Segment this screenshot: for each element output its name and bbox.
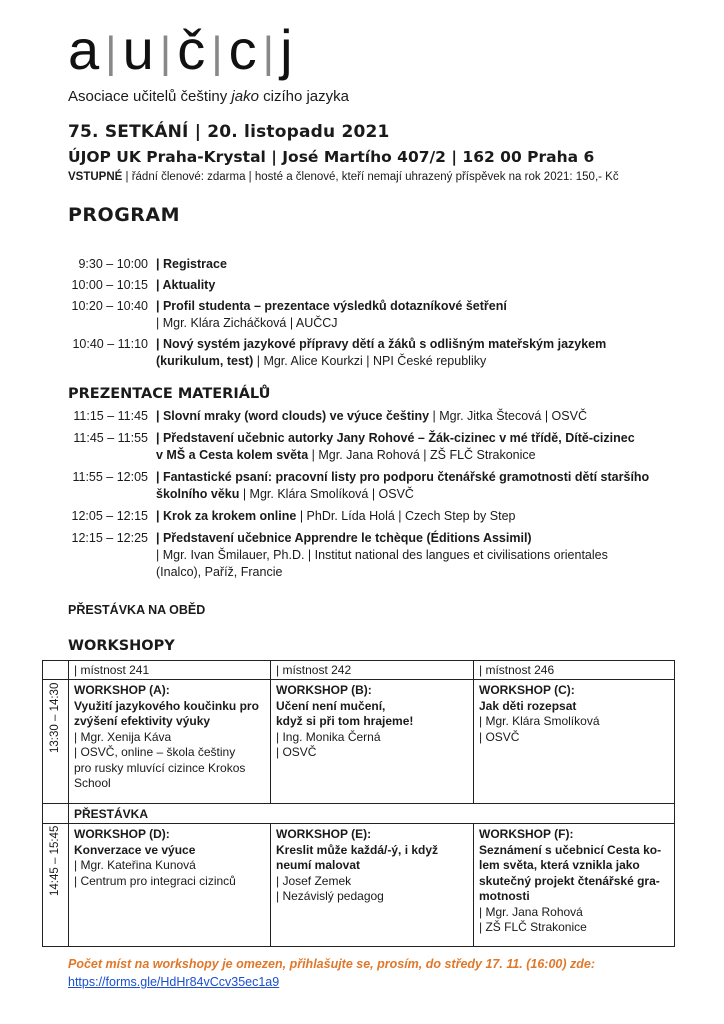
workshop-title: Kreslit může každá/-ý, i když [276, 842, 439, 857]
workshop-title: neumí malovat [276, 858, 361, 872]
association-name-part: Asociace učitelů češtiny [68, 88, 232, 105]
materials-heading: PREZENTACE MATERIÁLŮ [68, 386, 271, 402]
room-242: | místnost 242 [276, 663, 352, 677]
registration-note: Počet míst na workshopy je omezen, přihlašujte se, prosím, do středy 17. 11. (16:00) zde: [68, 957, 596, 971]
workshop-detail: | ZŠ FLČ Strakonice [479, 920, 587, 934]
schedule-description [156, 469, 668, 503]
workshop-cell [276, 827, 472, 905]
schedule-time: 12:05 – 12:15 [71, 509, 148, 523]
table-divider [473, 660, 474, 804]
schedule-title: | Fantastické psaní: pracovní listy pro podporu čtenářské gramotnosti dětí staršího [156, 470, 650, 484]
schedule-line [156, 469, 668, 486]
workshop-title: Jak děti rozepsat [479, 698, 577, 713]
logo-separator: | [159, 28, 173, 77]
logo-letter: c [228, 18, 258, 81]
schedule-description [156, 336, 668, 370]
workshop-cell [479, 827, 675, 936]
schedule-title: | Představení učebnic autorky Jany Rohové – Žák-cizinec v mé třídě, Dítě-cizinec [156, 431, 635, 445]
workshop-detail: | Mgr. Klára Smolíková [479, 714, 600, 728]
schedule-title: | Krok za krokem online [156, 509, 297, 523]
fees-label: VSTUPNÉ [68, 171, 123, 183]
workshop-title: skutečný projekt čtenářské gra- [479, 873, 660, 888]
schedule-time: 10:00 – 10:15 [71, 278, 148, 292]
schedule-line [156, 430, 668, 447]
schedule-line [156, 298, 668, 315]
schedule-line [156, 315, 668, 332]
logo-separator: | [211, 28, 224, 77]
schedule-line [156, 353, 668, 370]
schedule-description [156, 530, 668, 581]
schedule-line [156, 447, 668, 464]
table-divider [42, 679, 675, 680]
schedule-title: | Nový systém jazykové přípravy dětí a žáků s odlišným mateřským jazykem [156, 337, 607, 351]
workshop-cell [74, 827, 270, 889]
table-border [42, 660, 43, 947]
workshop-title: motnosti [479, 889, 530, 903]
logo-separator: | [262, 28, 276, 77]
workshop-label: WORKSHOP (E): [276, 827, 372, 841]
table-divider [68, 660, 69, 947]
association-name [68, 88, 349, 105]
schedule-time: 12:15 – 12:25 [71, 531, 148, 545]
slot1-time-text: 13:30 – 14:30 [49, 682, 61, 753]
table-divider [270, 823, 271, 947]
workshop-detail: | OSVČ, online – škola češtiny [74, 745, 236, 759]
workshop-title: Využití jazykového koučinku pro [74, 698, 259, 713]
schedule-line [156, 277, 668, 294]
workshop-title: Učení není mučení, [276, 698, 386, 713]
workshop-label: WORKSHOP (F): [479, 827, 574, 841]
registration-link[interactable]: https://forms.gle/HdHr84vCcv35ec1a9 [68, 975, 280, 989]
schedule-time: 11:15 – 11:45 [73, 409, 148, 423]
schedule-speaker: | Mgr. Jana Rohová | ZŠ FLČ Strakonice [308, 448, 536, 462]
table-border [42, 946, 675, 947]
table-border [42, 660, 675, 661]
workshop-title: lem světa, která vznikla jako [479, 858, 640, 872]
table-divider [42, 803, 675, 804]
logo-separator: | [105, 28, 118, 77]
workshop-table [42, 660, 675, 947]
schedule-speaker: | PhDr. Lída Holá | Czech Step by Step [296, 509, 516, 523]
logo-letter: č [177, 18, 207, 81]
workshop-label: WORKSHOP (C): [479, 683, 575, 697]
schedule-speaker: (Inalco), Paříž, Francie [156, 565, 283, 579]
logo-letter: u [122, 18, 155, 81]
schedule-time: 10:40 – 11:10 [72, 337, 148, 351]
schedule-speaker: | Mgr. Ivan Šmilauer, Ph.D. | Institut national des langues et civilisations orientales [156, 548, 608, 562]
workshop-cell [74, 683, 270, 792]
schedule-line [156, 408, 668, 425]
program-heading: PROGRAM [68, 204, 181, 226]
fees-line [68, 171, 619, 183]
schedule-speaker: | Mgr. Klára Zicháčková | AUČCJ [156, 316, 338, 330]
room-246: | místnost 246 [479, 663, 555, 677]
schedule-title: | Slovní mraky (word clouds) ve výuce češtiny [156, 409, 430, 423]
lunch-break: PŘESTÁVKA NA OBĚD [68, 603, 206, 617]
logo-letter: j [280, 18, 294, 81]
workshop-detail: | Mgr. Xenija Káva [74, 729, 172, 744]
schedule-time: 11:45 – 11:55 [73, 431, 148, 445]
workshop-detail: | Mgr. Jana Rohová [479, 904, 583, 919]
schedule-description [156, 508, 668, 525]
schedule-line [156, 256, 668, 273]
schedule-description [156, 408, 668, 425]
workshop-detail: School [74, 776, 111, 790]
schedule-time: 10:20 – 10:40 [71, 299, 148, 313]
schedule-description [156, 277, 668, 294]
workshop-detail: | Ing. Monika Černá [276, 729, 381, 744]
venue-line: ÚJOP UK Praha-Krystal | José Martího 407/2 | 162 00 Praha 6 [68, 148, 595, 166]
table-divider [270, 660, 271, 680]
workshop-detail: | Centrum pro integraci cizinců [74, 873, 236, 888]
workshop-cell [276, 683, 472, 761]
schedule-speaker: | Mgr. Alice Kourkzi | NPI České republiky [253, 354, 487, 368]
slot2-time [49, 825, 61, 896]
slot2-time-text: 14:45 – 15:45 [49, 825, 61, 896]
schedule-title: (kurikulum, test) [156, 354, 254, 368]
schedule-line [156, 530, 668, 547]
schedule-line [156, 508, 668, 525]
room-241: | místnost 241 [74, 663, 150, 677]
schedule-line [156, 486, 668, 503]
workshop-label: WORKSHOP (A): [74, 683, 170, 697]
workshop-break: PŘESTÁVKA [74, 807, 149, 821]
workshop-label: WORKSHOP (D): [74, 827, 170, 841]
schedule-time: 11:55 – 12:05 [72, 470, 148, 484]
association-name-emphasis: jako [231, 88, 259, 105]
schedule-line [156, 336, 668, 353]
schedule-description [156, 298, 668, 332]
schedule-title: | Představení učebnice Apprendre le tchèque (Éditions Assimil) [156, 531, 532, 545]
schedule-speaker: | Mgr. Jitka Štecová | OSVČ [429, 409, 587, 423]
table-divider [473, 823, 474, 947]
slot1-time [49, 682, 61, 753]
workshop-detail: | Mgr. Kateřina Kunová [74, 858, 196, 872]
workshop-cell [479, 683, 675, 745]
workshop-detail: pro rusky mluvící cizince Krokos [74, 760, 246, 775]
association-name-part: cizího jazyka [258, 88, 349, 105]
schedule-line [156, 547, 668, 564]
workshop-label: WORKSHOP (B): [276, 683, 372, 697]
workshop-detail: | Josef Zemek [276, 873, 352, 888]
aucj-logo [68, 18, 294, 81]
logo-letter: a [68, 18, 101, 81]
schedule-description [156, 430, 668, 464]
workshop-detail: | OSVČ [479, 729, 520, 744]
workshop-detail: | Nezávislý pedagog [276, 889, 384, 903]
workshop-title: Konverzace ve výuce [74, 842, 196, 857]
schedule-title: v MŠ a Cesta kolem světa [156, 448, 309, 462]
table-divider [42, 823, 675, 824]
schedule-title: školního věku [156, 487, 240, 501]
workshop-title: když si při tom hrajeme! [276, 714, 414, 728]
workshops-heading: WORKSHOPY [68, 638, 175, 654]
schedule-description [156, 256, 668, 273]
schedule-line [156, 564, 668, 581]
meeting-title: 75. SETKÁNÍ | 20. listopadu 2021 [68, 122, 390, 142]
workshop-title: Seznámení s učebnicí Cesta ko- [479, 842, 662, 857]
fees-text: | řádní členové: zdarma | hosté a členové, kteří nemají uhrazený příspěvek na rok 2021: 150,- Kč [122, 171, 619, 183]
schedule-time: 9:30 – 10:00 [78, 257, 148, 271]
schedule-title: | Aktuality [156, 278, 216, 292]
workshop-detail: | OSVČ [276, 745, 317, 759]
schedule-speaker: | Mgr. Klára Smolíková | OSVČ [239, 487, 414, 501]
schedule-title: | Registrace [156, 257, 227, 271]
workshop-title: zvýšení efektivity výuky [74, 714, 211, 728]
schedule-title: | Profil studenta – prezentace výsledků dotazníkové šetření [156, 299, 507, 313]
table-divider [270, 680, 271, 804]
